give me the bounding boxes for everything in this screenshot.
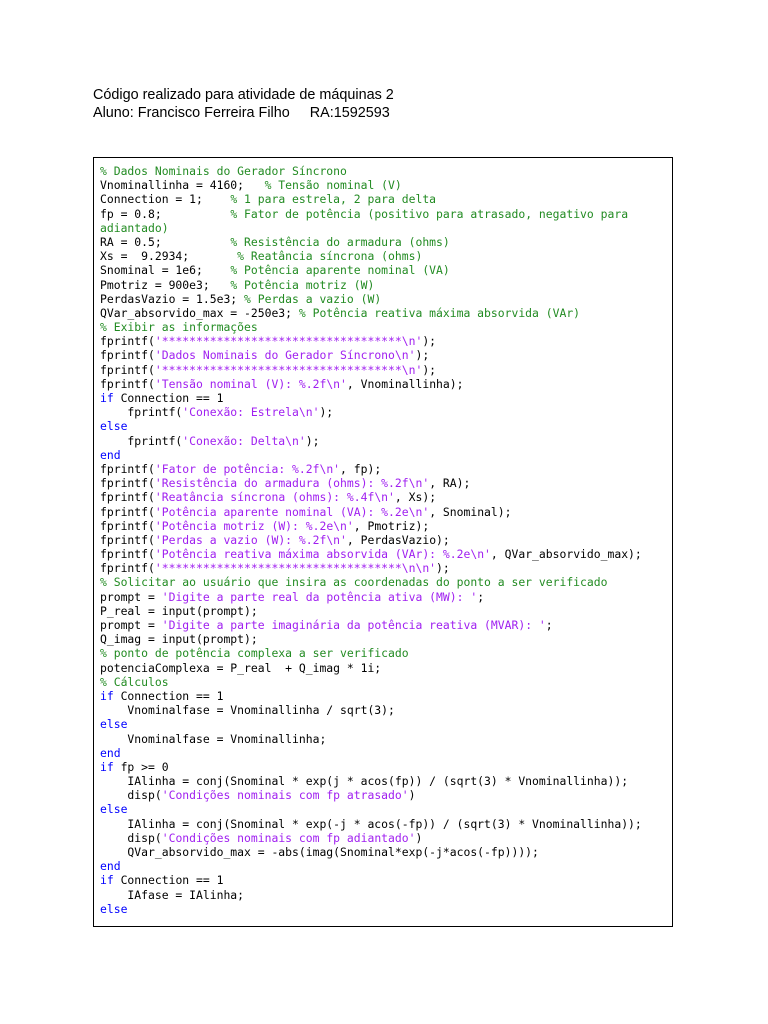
code-line [100,732,642,746]
code-keyword: if [100,759,114,774]
code-string: 'Condições nominais com fp atrasado' [161,788,409,803]
code-text: Connection == 1 [113,873,224,888]
code-text: , Xs); [394,490,437,505]
code-text: fprintf( [100,561,155,576]
code-text: fprintf( [100,532,155,547]
code-line [100,746,642,760]
code-line [100,575,642,589]
code-string: 'Conexão: Delta\n' [182,433,306,448]
code-line [100,419,642,433]
code-text: Snominal = 1e6; [100,263,231,278]
code-string: 'Resistência do armadura (ohms): %.2f\n' [154,476,430,491]
code-text: ); [436,561,450,576]
code-keyword: else [100,419,128,434]
code-line [100,292,642,306]
code-text: disp( [100,830,162,845]
code-text: , Pmotriz); [353,518,430,533]
code-comment: % Potência motriz (W) [230,277,375,292]
code-line [100,675,642,689]
code-keyword: else [100,901,128,916]
code-line [100,604,642,618]
code-comment: % ponto de potência complexa a ser verificado [100,646,409,661]
code-line [100,717,642,731]
code-keyword: end [100,859,121,874]
code-text: PerdasVazio = 1.5e3; [100,291,245,306]
code-line [100,519,642,533]
code-text: potenciaComplexa = P_real + Q_imag * 1i; [100,660,382,675]
code-string: 'Conexão: Estrela\n' [182,405,320,420]
code-string: 'Potência aparente nominal (VA): %.2e\n' [154,504,430,519]
code-keyword: if [100,873,114,888]
code-text: QVar_absorvido_max = -abs(imag(Snominal*exp(-j*acos(-fp)))); [100,845,539,859]
code-text: , fp); [340,461,382,476]
code-line [100,164,642,178]
code-comment: % Tensão nominal (V) [264,178,402,193]
code-text: Vnominallinha = 4160; [100,178,265,193]
code-line [100,363,642,377]
code-text: , RA); [429,476,471,491]
code-line [100,859,642,873]
code-text: prompt = [100,618,162,632]
code-line [100,505,642,519]
code-line [100,306,642,320]
code-string: 'Tensão nominal (V): %.2f\n' [154,376,347,391]
code-line [100,831,642,845]
code-text: P_real = input(prompt); [100,603,258,618]
code-line [100,788,642,802]
code-line [100,689,642,703]
code-comment: adiantado) [100,220,169,235]
code-comment: % Potência reativa máxima absorvida (VAr) [298,305,581,320]
code-string: 'Reatância síncrona (ohms): %.4f\n' [154,490,395,505]
code-text: Q_imag = input(prompt); [100,632,258,647]
code-line [100,405,642,419]
code-line [100,561,642,575]
code-line [100,476,642,490]
code-text: prompt = [100,589,162,604]
code-line [100,632,642,646]
code-line [100,462,642,476]
code-text: IAlinha = conj(Snominal * exp(-j * acos(-fp)) / (sqrt(3) * Vnominallinha)); [100,816,642,831]
code-text: ) [415,830,423,845]
code-line [100,178,642,192]
code-string: 'Condições nominais com fp adiantado' [161,830,416,845]
code-comment: % Exibir as informações [100,320,258,335]
code-comment: % Potência aparente nominal (VA) [230,263,450,278]
code-line [100,490,642,504]
code-text: fprintf( [100,476,155,491]
code-line [100,221,642,235]
code-line [100,391,642,405]
code-comment: % Resistência do armadura (ohms) [230,234,450,249]
code-comment: % Cálculos [100,674,169,689]
code-text: IAlinha = conj(Snominal * exp(j * acos(fp)) / (sqrt(3) * Vnominallinha)); [100,774,629,789]
matlab-code [100,164,642,916]
code-text: ); [422,362,437,377]
code-text: ); [305,433,320,448]
code-string: 'Digite a parte imaginária da potência reativa (MVAR): ' [161,618,546,632]
code-string: 'Perdas a vazio (W): %.2f\n' [154,532,347,547]
code-line [100,817,642,831]
code-string: '***********************************\n' [154,334,423,349]
code-keyword: if [100,688,114,703]
code-line [100,873,642,887]
code-text: fp >= 0 [113,759,169,774]
code-line [100,774,642,788]
code-string: 'Digite a parte real da potência ativa (MW): ' [161,589,478,604]
code-comment: % Fator de potência (positivo para atrasado, negativo para [230,206,629,221]
code-block [93,157,673,927]
code-line [100,902,642,916]
code-comment: % Perdas a vazio (W) [244,291,382,306]
code-string: 'Potência motriz (W): %.2e\n' [154,518,354,533]
code-text: ); [422,334,437,349]
code-text: fprintf( [100,490,155,505]
code-text: , Vnominallinha); [346,376,464,391]
code-text: fprintf( [100,433,183,448]
code-text: Xs = 9.2934; [100,249,238,264]
code-line [100,590,642,604]
code-line [100,533,642,547]
code-text: fp = 0.8; [100,206,231,221]
document-title: Código realizado para atividade de máquinas 2 [93,87,394,103]
student-info: Aluno: Francisco Ferreira Filho RA:1592593 [93,105,390,121]
code-text: RA = 0.5; [100,234,231,249]
code-text: Connection == 1 [113,391,224,405]
code-line [100,348,642,362]
code-line [100,760,642,774]
code-line [100,448,642,462]
code-text: fprintf( [100,518,155,533]
code-string: 'Potência reativa máxima absorvida (VAr): %.2e\n' [154,547,491,562]
code-text: , PerdasVazio); [346,532,450,547]
code-line [100,192,642,206]
code-line [100,249,642,263]
code-text: fprintf( [100,334,155,349]
code-line [100,661,642,675]
code-string: '***********************************\n\n' [154,561,437,576]
code-text: fprintf( [100,405,183,420]
code-text: disp( [100,788,162,803]
code-text: IAfase = IAlinha; [100,887,245,902]
code-text: fprintf( [100,461,155,476]
code-line [100,235,642,249]
code-keyword: if [100,391,114,405]
code-text: Connection = 1; [100,192,231,207]
code-text: ; [477,589,485,604]
code-line [100,703,642,717]
code-text: ; [545,618,553,632]
code-line [100,207,642,221]
code-line [100,646,642,660]
code-text: ); [319,405,334,420]
code-line [100,845,642,859]
code-text: , Snominal); [429,504,512,519]
code-text: fprintf( [100,348,155,363]
code-keyword: else [100,802,128,817]
code-line [100,888,642,902]
code-line [100,334,642,348]
code-line [100,434,642,448]
code-comment: % Reatância síncrona (ohms) [237,249,423,264]
code-text: fprintf( [100,504,155,519]
code-line [100,263,642,277]
code-text: ); [415,348,430,363]
code-line [100,278,642,292]
code-line [100,377,642,391]
code-keyword: end [100,745,121,760]
code-text: , QVar_absorvido_max); [490,547,642,562]
code-comment: % Dados Nominais do Gerador Síncrono [100,164,347,178]
code-text: Connection == 1 [113,688,224,703]
code-text: Pmotriz = 900e3; [100,277,231,292]
code-text: fprintf( [100,362,155,377]
code-text: Vnominalfase = Vnominallinha; [100,731,327,746]
code-text: fprintf( [100,376,155,391]
code-comment: % 1 para estrela, 2 para delta [230,192,437,207]
code-text: fprintf( [100,547,155,562]
code-line [100,547,642,561]
code-string: 'Fator de potência: %.2f\n' [154,461,341,476]
code-keyword: end [100,447,121,462]
code-text: QVar_absorvido_max = -250e3; [100,305,299,320]
code-keyword: else [100,717,128,732]
code-string: 'Dados Nominais do Gerador Síncrono\n' [154,348,416,363]
code-line [100,802,642,816]
document-header [93,86,394,122]
code-comment: % Solicitar ao usuário que insira as coordenadas do ponto a ser verificado [100,575,608,590]
code-line [100,320,642,334]
code-string: '***********************************\n' [154,362,423,377]
code-text: Vnominalfase = Vnominallinha / sqrt(3); [100,703,395,718]
code-line [100,618,642,632]
code-text: ) [408,788,416,803]
